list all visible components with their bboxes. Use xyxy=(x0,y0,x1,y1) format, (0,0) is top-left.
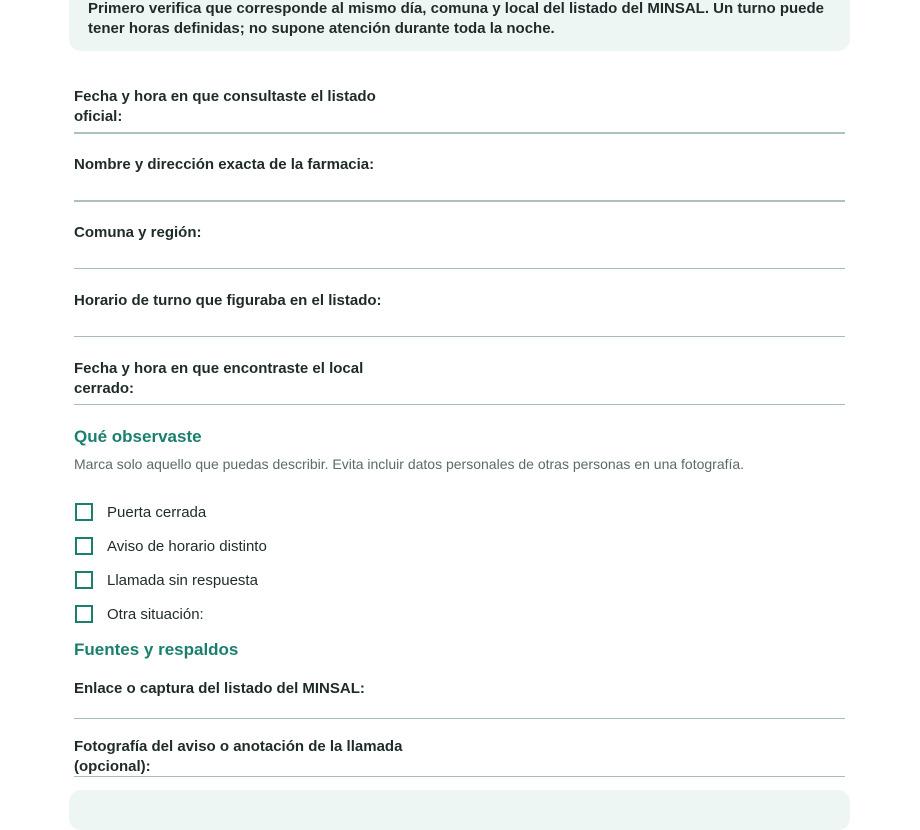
checkbox-label: Aviso de horario distinto xyxy=(107,537,267,555)
checkbox[interactable] xyxy=(75,605,93,623)
field-pharmacy-name-address[interactable] xyxy=(74,155,845,202)
checkbox-row-different-hours[interactable] xyxy=(75,536,267,556)
field-label: Enlace o captura del listado del MINSAL: xyxy=(74,680,365,697)
field-photo-or-call-note[interactable] xyxy=(74,737,845,777)
checkbox-row-closed-door[interactable] xyxy=(75,502,206,522)
checkbox-label: Llamada sin respuesta xyxy=(107,571,258,589)
field-label: Fotografía del aviso o anotación de la llamada (opcional): xyxy=(74,738,403,775)
section-title-sources: Fuentes y respaldos xyxy=(74,640,239,659)
notice-line-2: tener horas definidas; no supone atención durante toda la noche. xyxy=(88,20,555,37)
field-label: Horario de turno que figuraba en el listado: xyxy=(74,292,382,309)
checkbox-label: Puerta cerrada xyxy=(107,503,207,521)
observed-hint: Marca solo aquello que puedas describir. Evita incluir datos personales de otras personas en una fotografía. xyxy=(74,456,745,472)
notice-box xyxy=(69,0,850,51)
section-title-observed: Qué observaste xyxy=(74,427,202,446)
field-label: Fecha y hora en que consultaste el listado oficial: xyxy=(74,88,376,125)
checkbox[interactable] xyxy=(75,571,93,589)
field-shift-hours[interactable] xyxy=(74,291,845,337)
checkbox-row-other[interactable] xyxy=(75,604,204,624)
field-closed-datetime[interactable] xyxy=(74,359,845,405)
field-label: Nombre y dirección exacta de la farmacia: xyxy=(74,156,375,173)
checkbox[interactable] xyxy=(75,503,93,521)
notice-line-1: Primero verifica que corresponde al mismo día, comuna y local del listado del MINSAL. Un turno puede xyxy=(88,0,824,17)
checkbox-label: Otra situación: xyxy=(107,605,204,623)
bottom-note-box xyxy=(69,790,850,830)
field-minsal-link[interactable] xyxy=(74,679,845,719)
checkbox-row-no-answer[interactable] xyxy=(75,570,258,590)
field-comuna-region[interactable] xyxy=(74,223,845,269)
checkbox[interactable] xyxy=(75,537,93,555)
field-consulted-datetime[interactable] xyxy=(74,87,845,134)
field-label: Comuna y región: xyxy=(74,224,202,241)
field-label: Fecha y hora en que encontraste el local cerrado: xyxy=(74,360,364,397)
